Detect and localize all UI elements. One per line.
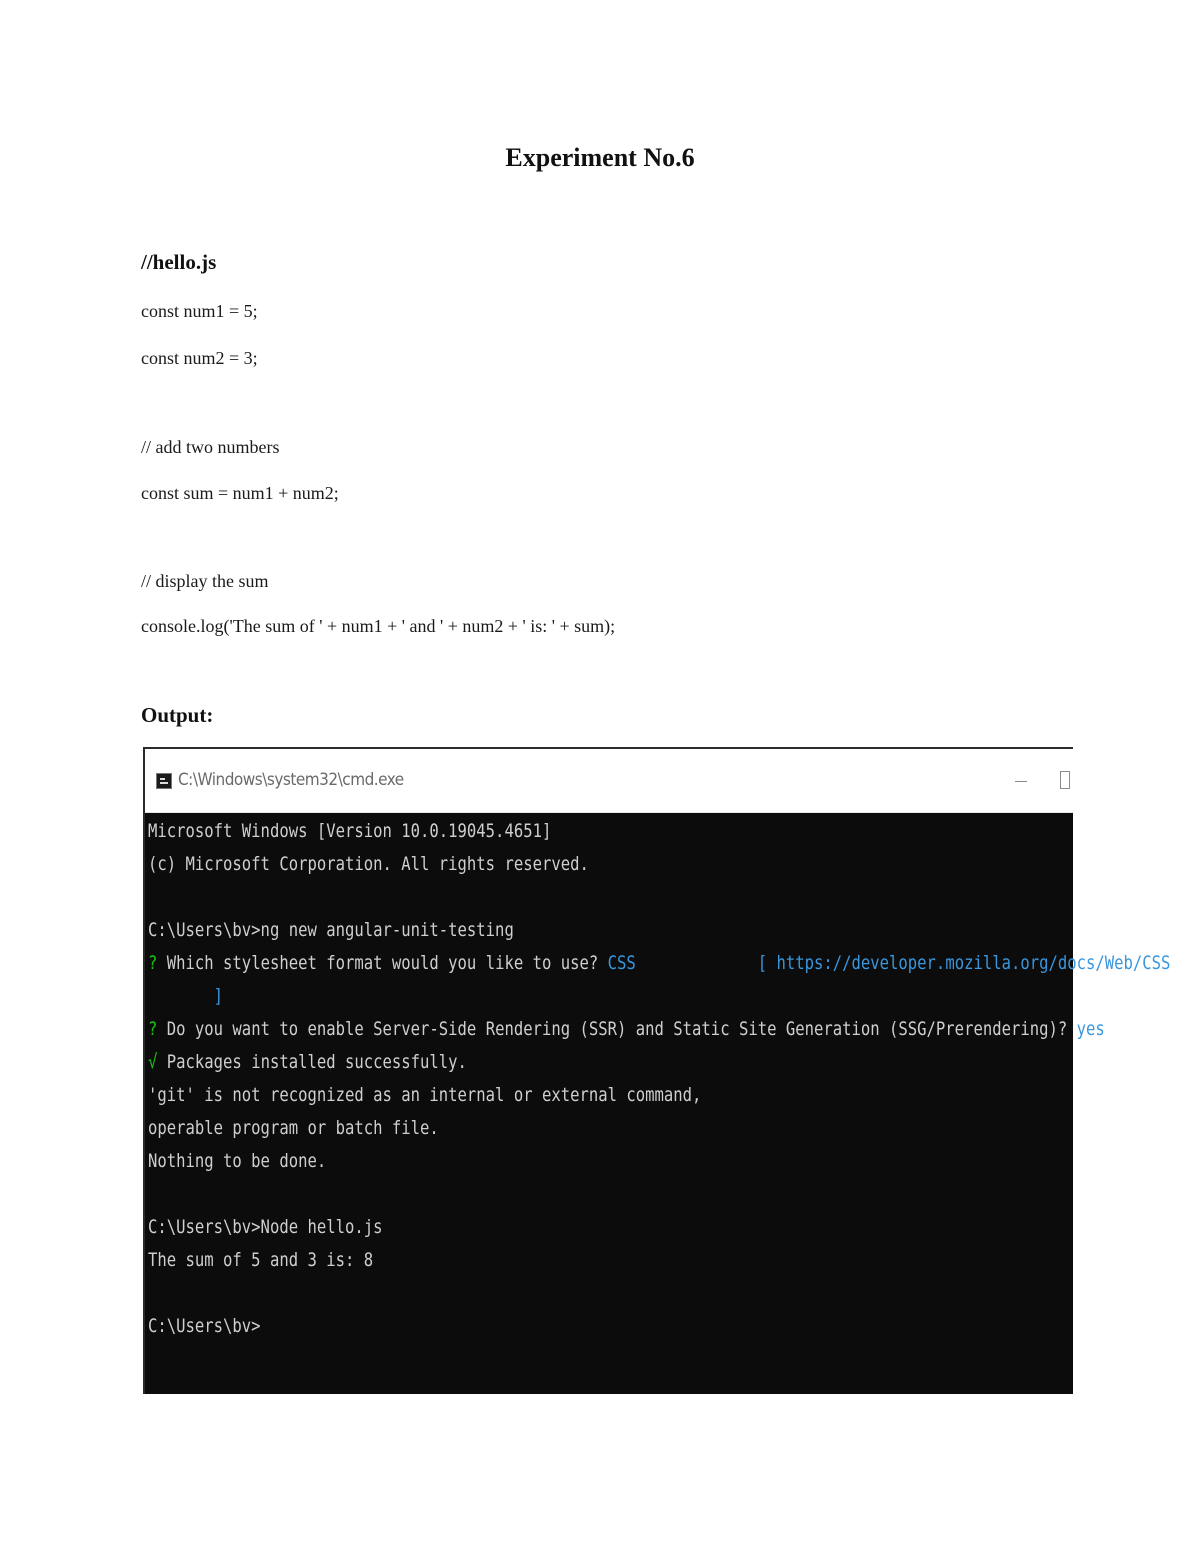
minimize-button[interactable] xyxy=(1008,769,1034,793)
terminal-line: (c) Microsoft Corporation. All rights reserved. xyxy=(148,853,589,875)
code-line: console.log('The sum of ' + num1 + ' and ' + num2 + ' is: ' + sum); xyxy=(141,616,616,636)
question-mark-icon: ? xyxy=(148,1018,158,1040)
terminal-blank-line xyxy=(148,1277,1075,1310)
terminal-blank-line xyxy=(148,881,1075,914)
output-heading: Output: xyxy=(141,703,214,727)
file-heading: //hello.js xyxy=(141,250,217,274)
status-text: Packages installed successfully. xyxy=(157,1051,467,1073)
terminal-line: 'git' is not recognized as an internal or external command, xyxy=(148,1084,702,1106)
code-line: const sum = num1 + num2; xyxy=(141,483,339,503)
terminal-titlebar[interactable] xyxy=(145,749,1073,813)
terminal-window xyxy=(143,747,1171,1394)
code-comment: // add two numbers xyxy=(141,437,280,457)
code-comment: // display the sum xyxy=(141,571,269,591)
maximize-button[interactable] xyxy=(1055,769,1075,793)
cmd-icon xyxy=(156,773,172,789)
prompt-question: Which stylesheet format would you like to use? xyxy=(157,952,608,974)
terminal-line: C:\Users\bv>Node hello.js xyxy=(148,1216,383,1238)
terminal-line xyxy=(148,947,1171,980)
terminal-line xyxy=(148,1013,1105,1046)
terminal-line xyxy=(148,1046,1075,1079)
terminal-line: C:\Users\bv>ng new angular-unit-testing xyxy=(148,919,514,941)
terminal-line: The sum of 5 and 3 is: 8 xyxy=(148,1249,374,1271)
terminal-line: Microsoft Windows [Version 10.0.19045.4651] xyxy=(148,820,552,842)
terminal-line: ] xyxy=(148,985,224,1007)
terminal-blank-line xyxy=(148,1178,1075,1211)
document-title: Experiment No.6 xyxy=(505,143,695,172)
terminal-line: operable program or batch file. xyxy=(148,1117,439,1139)
prompt-question: Do you want to enable Server-Side Rendering (SSR) and Static Site Generation (SSG/Prerendering)? xyxy=(157,1018,1077,1040)
check-mark-icon: √ xyxy=(148,1051,158,1073)
prompt-answer: yes xyxy=(1076,1018,1105,1040)
code-line: const num1 = 5; xyxy=(141,301,258,321)
question-mark-icon: ? xyxy=(148,952,158,974)
terminal-output[interactable] xyxy=(148,815,1171,1394)
code-line: const num2 = 3; xyxy=(141,348,258,368)
terminal-line: Nothing to be done. xyxy=(148,1150,327,1172)
prompt-answer: CSS [ https://developer.mozilla.org/docs/Web/CSS xyxy=(607,952,1171,974)
window-title: C:\Windows\system32\cmd.exe xyxy=(178,770,404,790)
terminal-prompt: C:\Users\bv> xyxy=(148,1315,261,1337)
